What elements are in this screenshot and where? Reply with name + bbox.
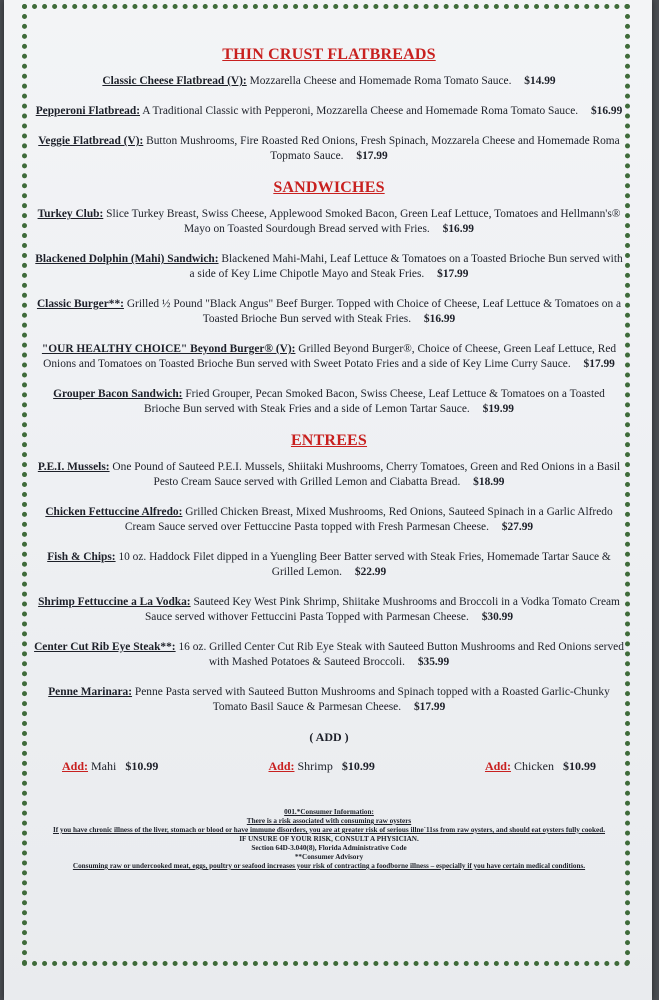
menu-item [34,342,624,372]
item-desc: 16 oz. Grilled Center Cut Rib Eye Steak with Sauteed Button Mushrooms and Red Onions served with Mashed Potatoes & Sauteed Broccoli. [178,641,624,668]
item-price: $17.99 [583,358,615,370]
advisory-line: IF UNSURE OF YOUR RISK, CONSULT A PHYSICIAN. [239,835,419,843]
item-price: $30.99 [481,611,514,623]
item-price: $16.99 [442,223,474,235]
add-label: Add: [268,759,295,773]
add-title: ( ADD ) [309,730,349,744]
item-name: Veggie Flatbread (V): [38,135,144,147]
item-price: $14.99 [524,75,556,87]
item-price: $22.99 [354,566,387,578]
item-price: $19.99 [482,403,514,415]
add-on-item [62,759,158,774]
add-item: Shrimp [297,759,333,773]
item-name: Classic Cheese Flatbread (V): [102,75,247,87]
menu-item [34,505,624,535]
item-name: Penne Marinara: [48,686,133,698]
item-desc: Fried Grouper, Pecan Smoked Bacon, Swiss Cheese, Leaf Lettuce & Tomatoes on a Toasted Brioche Bun served with Steak Fries and a side of Lemon Tartar Sauce. [144,388,605,415]
item-desc: Slice Turkey Breast, Swiss Cheese, Applewood Smoked Bacon, Green Leaf Lettuce, Tomatoes and Hellmann's® Mayo on Toasted Sourdough Bread served with Fries. [106,208,621,235]
item-desc: Blackened Mahi-Mahi, Leaf Lettuce & Tomatoes on a Toasted Brioche Bun served with a side of Key Lime Chipotle Mayo and Steak Fries. [189,253,623,280]
item-name: Pepperoni Flatbread: [35,105,141,117]
advisory-line: If you have chronic illness of the liver, stomach or blood or have immune disorders, you are at greater risk of serious illne`11ss from raw oysters, and should eat oysters fully cooked. [52,826,606,834]
add-on-item [485,759,596,774]
menu-item [34,460,624,490]
add-ons-row [34,759,624,774]
menu-item [34,685,624,715]
add-label: Add: [62,759,89,773]
item-desc: Mozzarella Cheese and Homemade Roma Tomato Sauce. [249,75,512,87]
menu-page [4,0,652,1000]
item-name: Shrimp Fettuccine a La Vodka: [38,596,191,608]
item-desc: One Pound of Sauteed P.E.I. Mussels, Shiitaki Mushrooms, Cherry Tomatoes, Green and Red Onions in a Basil Pesto Cream Sauce served with Grilled Lemon and Ciabatta Bread. [112,461,621,488]
item-price: $17.99 [437,268,469,280]
item-name: Turkey Club: [37,208,104,220]
advisory-line: Section 64D-3.040(8), Florida Administrative Code [251,844,407,852]
item-price: $18.99 [473,476,505,488]
item-price: $16.99 [590,105,623,117]
add-item: Chicken [513,759,554,773]
menu-content [34,40,624,871]
entrees-title: ENTREES [290,432,368,449]
menu-item [34,104,624,119]
advisory-line: There is a risk associated with consuming raw oysters [246,817,412,825]
flatbreads-title: THIN CRUST FLATBREADS [222,46,436,63]
menu-item [34,207,624,237]
add-price: $10.99 [341,759,375,773]
item-name: P.E.I. Mussels: [37,461,110,473]
item-name: Grouper Bacon Sandwich: [53,388,183,400]
menu-item [34,550,624,580]
menu-item [34,297,624,327]
menu-item [34,252,624,282]
item-name: Classic Burger**: [36,298,124,310]
add-item: Mahi [91,759,117,773]
item-name: Fish & Chips: [47,551,116,563]
item-desc: 10 oz. Haddock Filet dipped in a Yuengling Beer Batter served with Steak Fries, Homemade Tartar Sauce & Grilled Lemon. [118,551,611,578]
menu-item [34,387,624,417]
menu-item [34,595,624,625]
item-name: "OUR HEALTHY CHOICE" Beyond Burger® (V): [41,343,296,355]
advisory-line: 001.*Consumer Information: [284,808,374,816]
add-price: $10.99 [562,759,596,773]
advisory-line: Consuming raw or undercooked meat, eggs, poultry or seafood increases your risk of contracting a foodborne illness – especially if you have certain medical conditions. [72,862,586,870]
item-name: Blackened Dolphin (Mahi) Sandwich: [35,253,219,265]
item-price: $35.99 [417,656,450,668]
item-desc: Grilled ½ Pound "Black Angus" Beef Burger. Topped with Choice of Cheese, Leaf Lettuce & Tomatoes on a Toasted Brioche Bun served with Steak Fries. [126,298,622,325]
item-desc: Button Mushrooms, Fire Roasted Red Onions, Fresh Spinach, Mozzarela Cheese and Homemade Roma Topmato Sauce. [146,135,620,162]
consumer-advisory [34,808,624,871]
item-name: Center Cut Rib Eye Steak**: [34,641,176,653]
item-desc: Penne Pasta served with Sauteed Button Mushrooms and Spinach topped with a Roasted Garlic-Chunky Tomato Basil Sauce & Parmesan Cheese. [134,686,610,713]
item-price: $27.99 [501,521,534,533]
item-price: $17.99 [413,701,446,713]
advisory-line: **Consumer Advisory [294,853,364,861]
add-label: Add: [484,759,511,773]
item-price: $16.99 [423,313,456,325]
item-name: Chicken Fettuccine Alfredo: [45,506,183,518]
item-desc: Sauteed Key West Pink Shrimp, Shiitake Mushrooms and Broccoli in a Vodka Tomato Cream Sauce served withover Fettuccini Pasta Topped with Parmesan Cheese. [144,596,620,623]
add-price: $10.99 [125,759,159,773]
item-price: $17.99 [356,150,388,162]
item-desc: Grilled Beyond Burger®, Choice of Cheese, Green Leaf Lettuce, Red Onions and Tomatoes on Toasted Brioche Bun served with Sweet Potato Fries and a side of Key Lime Curry Sauce. [43,343,617,370]
item-desc: Grilled Chicken Breast, Mixed Mushrooms, Red Onions, Sauteed Spinach in a Garlic Alfredo Cream Sauce served over Fettuccine Pasta topped with Fresh Parmesan Cheese. [124,506,613,533]
menu-item [34,74,624,89]
item-desc: A Traditional Classic with Pepperoni, Mozzarella Cheese and Homemade Roma Tomato Sauce. [142,105,579,117]
menu-item [34,640,624,670]
add-on-item [268,759,374,774]
sandwiches-title: SANDWICHES [273,179,385,196]
menu-item [34,134,624,164]
